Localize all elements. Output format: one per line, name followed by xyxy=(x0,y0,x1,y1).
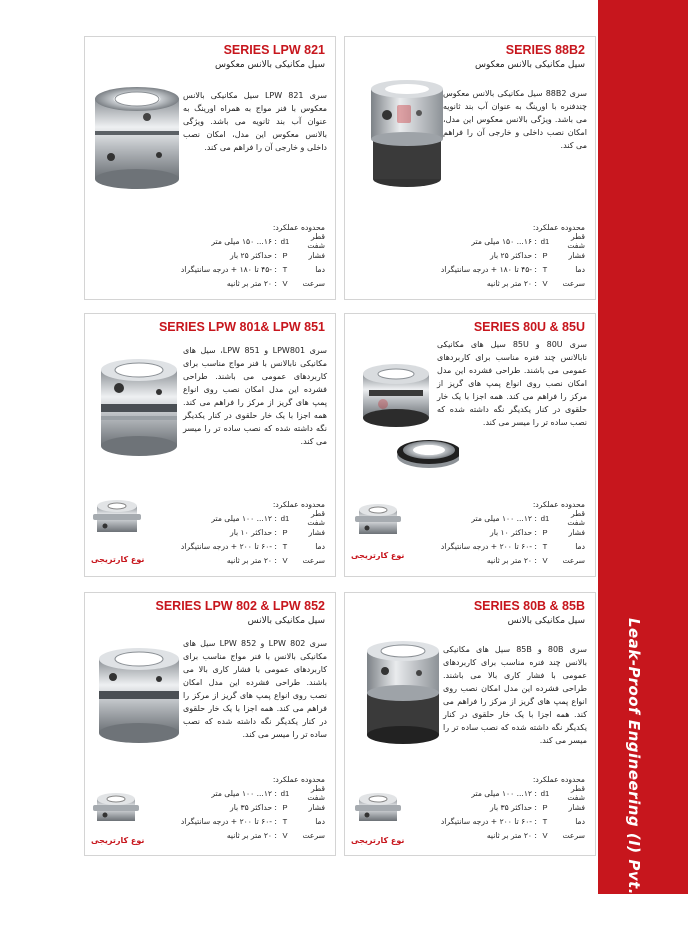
specs-heading: محدوده عملکرد: xyxy=(532,223,585,232)
spec-name: قطر شفت xyxy=(307,232,325,250)
spec-table xyxy=(149,500,325,567)
spec-row xyxy=(409,814,585,828)
spec-name: قطر شفت xyxy=(567,784,585,802)
spec-table xyxy=(87,223,325,290)
spec-value: : حداکثر ۱۰ بار xyxy=(490,527,537,537)
product-card-lpw821 xyxy=(84,36,336,300)
cartridge-label: نوع کارتریجی xyxy=(351,836,405,845)
spec-name: سرعت xyxy=(562,555,585,565)
spec-row xyxy=(149,800,325,814)
spec-table xyxy=(409,775,585,842)
spec-symbol: d1 xyxy=(540,236,550,246)
spec-row xyxy=(149,525,325,539)
product-subtitle: سیل مکانیکی بالانس معکوس xyxy=(214,60,325,70)
spec-symbol: P xyxy=(282,802,288,812)
product-card-80b-85b xyxy=(344,592,596,856)
spec-name: سرعت xyxy=(562,278,585,288)
spec-value: : حداکثر ۱۰ بار xyxy=(230,527,277,537)
spec-name: قطر شفت xyxy=(567,232,585,250)
seal-photo xyxy=(89,344,189,474)
spec-value: : ۲۰ متر بر ثانیه xyxy=(226,555,277,565)
product-description: سری 80U و 85U سیل های مکانیکی نابالانس چند فنره مناسب برای کاربردهای عمومی می باشند. طراحی فشرده این مدل امکان نصب روی انواع پمپ های گریز از مرکز را فراهم می کند. همه اجزا با یک خار حلقوی در کنار یکدیگر نگه داشته شده که نصب ساده تر را میسر می کند. xyxy=(437,340,587,427)
spec-row xyxy=(149,511,325,525)
spec-name: فشار xyxy=(308,527,325,537)
product-card-lpw802-852 xyxy=(84,592,336,856)
spec-row xyxy=(347,262,585,276)
cartridge-photo xyxy=(91,785,141,833)
specs-heading: محدوده عملکرد: xyxy=(272,775,325,784)
spec-row xyxy=(409,786,585,800)
spec-table xyxy=(347,223,585,290)
spec-symbol: P xyxy=(282,527,288,537)
product-title: SERIES LPW 821 xyxy=(223,43,325,57)
spec-symbol: P xyxy=(542,802,548,812)
spec-symbol: V xyxy=(282,278,288,288)
spec-symbol: T xyxy=(282,816,288,826)
spec-name: قطر شفت xyxy=(307,509,325,527)
cartridge-photo xyxy=(353,496,403,546)
product-subtitle: سیل مکانیکی بالانس معکوس xyxy=(474,60,585,70)
spec-symbol: T xyxy=(542,816,548,826)
seal-photo xyxy=(357,67,457,197)
spec-value: : ۲۰ متر بر ثانیه xyxy=(226,830,277,840)
spec-row xyxy=(347,276,585,290)
product-description: سری 80B و 85B سیل های مکانیکی بالانس چند فنره مناسب برای کاربردهای عمومی با فشار کاری بالا می باشند. طراحی فشرده این مدل امکان نصب روی انواع پمپ های گریز از مرکز را فراهم می کند. همه اجزا با یک خار حلقوی در کنار یکدیگر نگه داشته شده که نصب ساده تر را میسر می کند. xyxy=(443,645,587,745)
spec-row xyxy=(149,539,325,553)
spec-name: سرعت xyxy=(302,830,325,840)
spec-value: : ۱۶... ۱۵۰ میلی متر xyxy=(211,236,277,246)
spec-value: : -۴۵ تا ۱۸۰ + درجه سانتیگراد xyxy=(180,264,277,274)
spec-name: فشار xyxy=(308,802,325,812)
spec-row xyxy=(87,276,325,290)
spec-table xyxy=(409,500,585,567)
specs-heading: محدوده عملکرد: xyxy=(272,223,325,232)
seal-photo xyxy=(87,629,191,759)
spec-value: : حداکثر ۳۵ بار xyxy=(490,802,537,812)
seal-photo xyxy=(87,71,187,201)
spec-row xyxy=(149,828,325,842)
product-title: SERIES LPW 801& LPW 851 xyxy=(158,320,325,334)
spec-name: سرعت xyxy=(562,830,585,840)
spec-symbol: T xyxy=(542,264,548,274)
spec-value: : ۱۶... ۱۵۰ میلی متر xyxy=(471,236,537,246)
spec-name: سرعت xyxy=(302,278,325,288)
spec-value: : ۱۲... ۱۰۰ میلی متر xyxy=(471,788,537,798)
spec-name: سرعت xyxy=(302,555,325,565)
spec-value: : حداکثر ۲۵ بار xyxy=(230,250,277,260)
spec-symbol: d1 xyxy=(280,788,290,798)
spec-value: : -۴۵ تا ۱۸۰ + درجه سانتیگراد xyxy=(440,264,537,274)
spec-symbol: P xyxy=(542,527,548,537)
spec-symbol: V xyxy=(542,278,548,288)
spec-symbol: d1 xyxy=(280,236,290,246)
spec-row xyxy=(409,539,585,553)
spec-symbol: P xyxy=(542,250,548,260)
product-description: سری LPW 802 و LPW 852 سیل های مکانیکی بالانس با فنر مواج مناسب برای کاربردهای عمومی با فشار کاری بالا می باشند. طراحی فشرده این مدل امکان نصب روی انواع پمپ های گریز از مرکز را فراهم می کند. همه اجزا با یک خار حلقوی در کنار یکدیگر نگه داشته شده که نصب ساده تر را میسر می کند. xyxy=(183,639,328,739)
spec-row xyxy=(149,553,325,567)
spec-value: : ۱۲... ۱۰۰ میلی متر xyxy=(471,513,537,523)
spec-symbol: d1 xyxy=(540,513,550,523)
spec-value: : ۲۰ متر بر ثانیه xyxy=(486,278,537,288)
brand-sidebar xyxy=(598,0,688,936)
spec-row xyxy=(149,786,325,800)
spec-row xyxy=(409,511,585,525)
product-title: SERIES 80B & 85B xyxy=(473,599,585,613)
spec-value: : -۶۰ تا ۲۰۰ + درجه سانتیگراد xyxy=(440,541,537,551)
spec-value: : ۲۰ متر بر ثانیه xyxy=(226,278,277,288)
product-title: SERIES 88B2 xyxy=(505,43,585,57)
cartridge-photo xyxy=(353,785,403,833)
spec-symbol: P xyxy=(282,250,288,260)
spec-symbol: V xyxy=(282,830,288,840)
spec-symbol: d1 xyxy=(540,788,550,798)
spec-value: : ۲۰ متر بر ثانیه xyxy=(486,830,537,840)
product-description: سری LPW801 و LPW 851، سیل های مکانیکی نابالانس با فنر مواج مناسب برای کاربردهای عمومی می باشند. طراحی فشرده این مدل امکان نصب روی انواع پمپ های گریز از مرکز را فراهم می کند. همه اجزا با یک خار حلقوی در کنار یکدیگر نگه داشته شده که نصب ساده تر را میسر می کند. xyxy=(183,346,328,446)
spec-value: : ۱۲... ۱۰۰ میلی متر xyxy=(211,788,277,798)
spec-symbol: V xyxy=(282,555,288,565)
spec-symbol: V xyxy=(542,830,548,840)
product-title: SERIES LPW 802 & LPW 852 xyxy=(155,599,325,613)
spec-value: : ۱۲... ۱۰۰ میلی متر xyxy=(211,513,277,523)
spec-value: : -۶۰ تا ۲۰۰ + درجه سانتیگراد xyxy=(440,816,537,826)
product-description: سری 88B2 سیل مکانیکی بالانس معکوس چندفنره با اورینگ به عنوان آب بند ثانویه می باشد. ویژگی بالانس معکوس این مدل، امکان نصب داخلی و خارجی آن را فراهم می کند. xyxy=(443,89,588,150)
spec-row xyxy=(409,828,585,842)
spec-row xyxy=(149,814,325,828)
spec-row xyxy=(409,553,585,567)
cartridge-label: نوع کارتریجی xyxy=(91,836,145,845)
spec-name: دما xyxy=(575,264,585,274)
spec-row xyxy=(409,525,585,539)
spec-name: دما xyxy=(575,541,585,551)
spec-symbol: T xyxy=(542,541,548,551)
specs-heading: محدوده عملکرد: xyxy=(532,775,585,784)
brand-name: Leak-Proof Engineering (I) Pvt. Ltd. xyxy=(625,618,643,936)
spec-table xyxy=(149,775,325,842)
spec-name: دما xyxy=(315,541,325,551)
spec-name: دما xyxy=(575,816,585,826)
product-card-lpw801-851 xyxy=(84,313,336,577)
spec-value: : حداکثر ۲۵ بار xyxy=(490,250,537,260)
spec-name: قطر شفت xyxy=(567,509,585,527)
specs-heading: محدوده عملکرد: xyxy=(272,500,325,509)
spec-value: : ۲۰ متر بر ثانیه xyxy=(486,555,537,565)
spec-row xyxy=(409,800,585,814)
spec-name: دما xyxy=(315,264,325,274)
cartridge-label: نوع کارتریجی xyxy=(91,555,145,564)
spec-row xyxy=(87,262,325,276)
cartridge-photo xyxy=(91,492,143,546)
product-subtitle: سیل مکانیکی بالانس xyxy=(507,616,585,626)
spec-row xyxy=(87,234,325,248)
spec-row xyxy=(87,248,325,262)
product-title: SERIES 80U & 85U xyxy=(473,320,585,334)
spec-value: : -۶۰ تا ۲۰۰ + درجه سانتیگراد xyxy=(180,541,277,551)
spec-value: : حداکثر ۳۵ بار xyxy=(230,802,277,812)
product-subtitle: سیل مکانیکی بالانس xyxy=(247,616,325,626)
spec-name: فشار xyxy=(308,250,325,260)
spec-symbol: T xyxy=(282,264,288,274)
product-card-88b2 xyxy=(344,36,596,300)
specs-heading: محدوده عملکرد: xyxy=(532,500,585,509)
spec-symbol: d1 xyxy=(280,513,290,523)
spec-name: دما xyxy=(315,816,325,826)
spec-value: : -۶۰ تا ۲۰۰ + درجه سانتیگراد xyxy=(180,816,277,826)
seal-photo xyxy=(353,627,453,757)
cartridge-label: نوع کارتریجی xyxy=(351,551,405,560)
product-card-80u-85u xyxy=(344,313,596,577)
spec-name: قطر شفت xyxy=(307,784,325,802)
spec-name: فشار xyxy=(568,250,585,260)
spec-name: فشار xyxy=(568,527,585,537)
spec-name: فشار xyxy=(568,802,585,812)
spec-symbol: T xyxy=(282,541,288,551)
product-description: سری LPW 821 سیل مکانیکی بالانس معکوس با فنر مواج به همراه اورینگ به عنوان آب بند ثانویه می باشد. ویژگی بالانس معکوس این مدل، امکان نصب داخلی و خارجی آن را فراهم می کند. xyxy=(183,91,327,152)
spec-row xyxy=(347,234,585,248)
spec-symbol: V xyxy=(542,555,548,565)
spec-row xyxy=(347,248,585,262)
